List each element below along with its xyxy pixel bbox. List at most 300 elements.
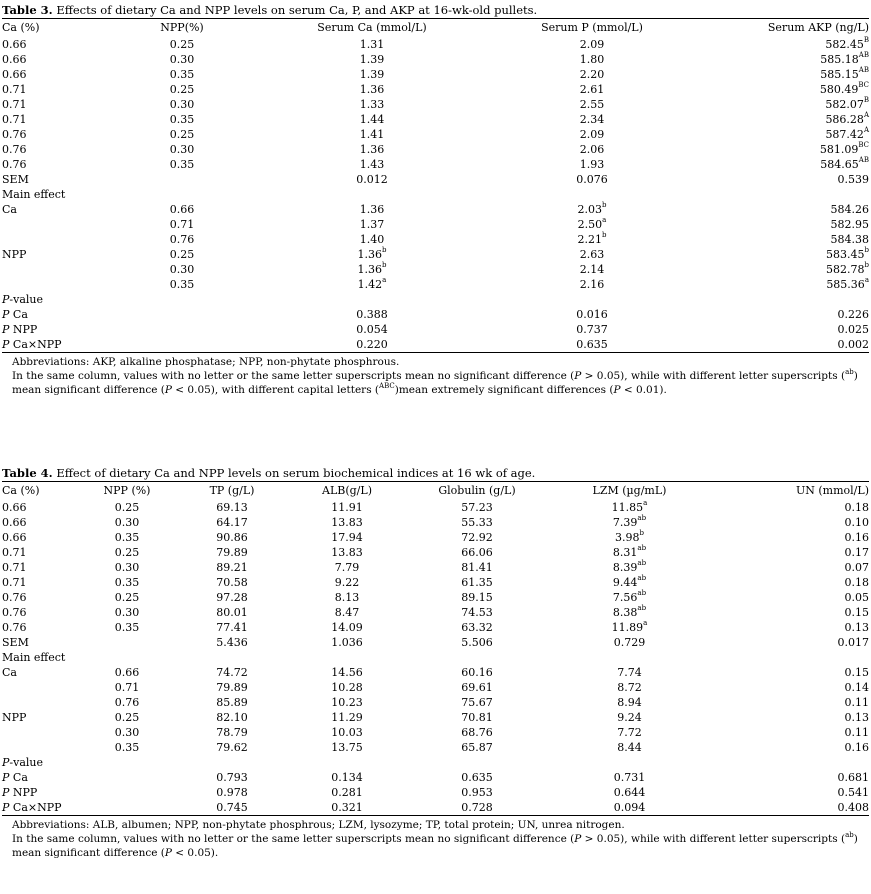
empty-cell xyxy=(82,785,172,800)
alb-cell: 14.09 xyxy=(331,621,363,634)
effect-factor-cell xyxy=(2,725,82,740)
npp-level-cell: 0.25 xyxy=(114,591,140,604)
alb-cell: 8.13 xyxy=(334,591,360,604)
table-row xyxy=(2,37,869,52)
sem-globulin-cell: 5.506 xyxy=(461,636,493,649)
npp-level-cell: 0.35 xyxy=(169,68,195,81)
effect-factor-cell xyxy=(2,232,82,247)
serum-akp-cell: $587.42^A$ xyxy=(825,126,869,141)
main-effect-data-row xyxy=(2,710,869,725)
serum-akp-cell: $581.09^{BC}$ xyxy=(819,141,869,156)
sem-row xyxy=(2,172,869,187)
tp-cell: 64.17 xyxy=(216,516,248,529)
un-cell: 0.13 xyxy=(844,621,869,634)
table-4-caption xyxy=(2,465,869,481)
ca-level-cell: 0.66 xyxy=(2,516,27,529)
pvalue-row xyxy=(2,800,869,815)
column-header: Globulin (g/L) xyxy=(438,484,516,497)
table-3-label: Table 3. xyxy=(2,3,53,17)
lzm-cell: 7.72 xyxy=(617,726,642,739)
tp-cell: 90.86 xyxy=(216,531,248,544)
effect-level-cell: 0.25 xyxy=(169,248,195,261)
ca-level-cell: 0.66 xyxy=(2,38,27,51)
column-header: Serum P (mmol/L) xyxy=(541,21,643,34)
column-header: Serum AKP (ng/L) xyxy=(767,21,869,34)
npp-level-cell: 0.35 xyxy=(169,158,195,171)
tp-cell: 79.89 xyxy=(216,546,248,559)
column-header: LZM (µg/mL) xyxy=(592,484,667,497)
serum-p-cell: 2.20 xyxy=(579,68,605,81)
table-row xyxy=(2,52,869,67)
serum-p-cell: 2.34 xyxy=(579,113,605,126)
alb-cell: 10.28 xyxy=(331,681,363,694)
lzm-cell: 7.56$^{ab}$ xyxy=(612,589,647,604)
effect-level-cell: 0.76 xyxy=(169,233,195,246)
main-effect-data-row xyxy=(2,247,869,262)
table-row xyxy=(2,142,869,157)
alb-cell: 14.56 xyxy=(331,666,363,679)
npp-level-cell: 0.25 xyxy=(169,38,195,51)
table-row xyxy=(2,112,869,127)
serum-akp-cell: 582.95 xyxy=(830,218,869,231)
effect-level-cell: 0.71 xyxy=(114,681,140,694)
serum-p-cell: 2.14 xyxy=(579,263,605,276)
table-4 xyxy=(2,465,869,860)
npp-level-cell: 0.35 xyxy=(169,113,195,126)
npp-level-cell: 0.35 xyxy=(114,531,140,544)
globulin-cell: 81.41 xyxy=(461,561,493,574)
serum-p-cell: 2.06 xyxy=(579,143,605,156)
effect-level-cell: 0.30 xyxy=(114,726,140,739)
tp-cell: 74.72 xyxy=(216,666,248,679)
serum-ca-cell: 1.37 xyxy=(359,218,385,231)
effect-factor-cell xyxy=(2,262,82,277)
main-effect-row-label: Main effect xyxy=(2,651,66,664)
pvalue-row xyxy=(2,337,869,352)
alb-cell: 10.23 xyxy=(331,696,363,709)
pvalue-ca-cell: 0.388 xyxy=(356,308,388,321)
tp-cell: 69.13 xyxy=(216,501,248,514)
tp-cell: 89.21 xyxy=(216,561,248,574)
column-header: Ca (%) xyxy=(2,484,40,497)
un-cell: 0.15 xyxy=(844,666,869,679)
ca-level-cell: 0.71 xyxy=(2,83,27,96)
main-effect-data-row xyxy=(2,277,869,292)
main-effect-row xyxy=(2,650,869,665)
effect-factor-cell xyxy=(2,740,82,755)
pvalue-akp-cell: 0.025 xyxy=(837,323,869,336)
globulin-cell: 89.15 xyxy=(461,591,493,604)
ca-level-cell: 0.76 xyxy=(2,606,27,619)
main-effect-data-row xyxy=(2,262,869,277)
serum-p-cell: 1.80 xyxy=(579,53,605,66)
pvalue-alb-cell: 0.134 xyxy=(331,771,363,784)
effect-level-cell: 0.30 xyxy=(169,263,195,276)
serum-ca-cell: 1.33 xyxy=(359,98,385,111)
alb-cell: 13.75 xyxy=(331,741,363,754)
empty-cell xyxy=(82,307,282,322)
table-row xyxy=(2,575,869,590)
tp-cell: 78.79 xyxy=(216,726,248,739)
globulin-cell: 66.06 xyxy=(461,546,493,559)
alb-cell: 13.83 xyxy=(331,516,363,529)
serum-akp-cell: $586.28^A$ xyxy=(825,111,869,126)
table-row xyxy=(2,500,869,515)
alb-cell: 8.47 xyxy=(334,606,360,619)
table-4-significance-note: In the same column, values with no letter or the same letter superscripts mean no significant difference (P > 0.05), while with different letter superscripts ($^{ab}$) mean significant difference (P < 0.05). xyxy=(12,830,858,859)
pvalue-alb-cell: 0.321 xyxy=(331,801,363,814)
pvalue-tp-cell: 0.978 xyxy=(216,786,248,799)
table-row xyxy=(2,545,869,560)
serum-p-cell: 1.93 xyxy=(579,158,605,171)
serum-akp-cell: 584.38 xyxy=(830,233,869,246)
lzm-cell: 7.74 xyxy=(617,666,642,679)
effect-level-cell: 0.25 xyxy=(114,711,140,724)
table-row xyxy=(2,560,869,575)
tp-cell: 70.58 xyxy=(216,576,248,589)
main-effect-data-row xyxy=(2,217,869,232)
serum-p-cell: 2.16 xyxy=(579,278,605,291)
main-effect-row xyxy=(2,187,869,202)
table-3 xyxy=(2,2,869,397)
npp-level-cell: 0.35 xyxy=(114,621,140,634)
serum-p-cell: 2.09 xyxy=(579,38,605,51)
ca-level-cell: 0.76 xyxy=(2,591,27,604)
alb-cell: 17.94 xyxy=(331,531,363,544)
sem-label: SEM xyxy=(2,636,29,649)
lzm-cell: 8.38$^{ab}$ xyxy=(612,604,647,619)
serum-ca-cell: 1.36$^b$ xyxy=(357,261,387,276)
tp-cell: 79.89 xyxy=(216,681,248,694)
main-effect-data-row xyxy=(2,695,869,710)
un-cell: 0.18 xyxy=(844,501,869,514)
npp-level-cell: 0.25 xyxy=(114,546,140,559)
npp-level-cell: 0.30 xyxy=(114,516,140,529)
serum-p-cell: 2.50$^a$ xyxy=(577,216,607,231)
pvalue-section-row xyxy=(2,755,869,770)
column-header: Serum Ca (mmol/L) xyxy=(317,21,427,34)
pvalue-ca-cell: 0.054 xyxy=(356,323,388,336)
serum-p-cell: 2.63 xyxy=(579,248,605,261)
table-3-abbreviations: Abbreviations: AKP, alkaline phosphatase; NPP, non-phytate phosphrous. xyxy=(12,356,400,368)
alb-cell: 9.22 xyxy=(334,576,360,589)
alb-cell: 11.91 xyxy=(331,501,363,514)
table-row xyxy=(2,620,869,635)
empty-cell xyxy=(82,635,172,650)
column-header: NPP (%) xyxy=(103,484,151,497)
serum-ca-cell: 1.43 xyxy=(359,158,385,171)
sem-ca-cell: 0.012 xyxy=(356,173,388,186)
pvalue-akp-cell: 0.226 xyxy=(837,308,869,321)
column-header: ALB(g/L) xyxy=(322,484,372,497)
effect-factor-cell: NPP xyxy=(2,711,27,724)
sem-un-cell: 0.017 xyxy=(837,636,869,649)
lzm-cell: 9.24 xyxy=(617,711,642,724)
effect-factor-cell xyxy=(2,680,82,695)
serum-akp-cell: $584.65^{AB}$ xyxy=(820,156,869,171)
ca-level-cell: 0.66 xyxy=(2,501,27,514)
lzm-cell: 8.94 xyxy=(617,696,642,709)
table-3-grid xyxy=(2,19,869,352)
table-row xyxy=(2,605,869,620)
un-cell: 0.11 xyxy=(844,726,869,739)
serum-ca-cell: 1.36 xyxy=(359,83,385,96)
empty-cell xyxy=(82,770,172,785)
pvalue-row xyxy=(2,770,869,785)
tp-cell: 77.41 xyxy=(216,621,248,634)
lzm-cell: 8.31$^{ab}$ xyxy=(612,544,647,559)
alb-cell: 10.03 xyxy=(331,726,363,739)
serum-ca-cell: 1.39 xyxy=(359,53,385,66)
pvalue-globulin-cell: 0.953 xyxy=(461,786,493,799)
un-cell: 0.13 xyxy=(844,711,869,724)
effect-level-cell: 0.76 xyxy=(114,696,140,709)
table-row xyxy=(2,67,869,82)
sem-alb-cell: 1.036 xyxy=(331,636,363,649)
pvalue-globulin-cell: 0.635 xyxy=(461,771,493,784)
un-cell: 0.07 xyxy=(844,561,869,574)
column-header: UN (mmol/L) xyxy=(796,484,869,497)
column-header: NPP(%) xyxy=(160,21,204,34)
lzm-cell: 8.39$^{ab}$ xyxy=(612,559,647,574)
pvalue-lzm-cell: 0.644 xyxy=(613,786,646,799)
table-row xyxy=(2,157,869,172)
serum-akp-cell: 585.36$^a$ xyxy=(826,276,869,291)
serum-ca-cell: 1.31 xyxy=(359,38,385,51)
serum-ca-cell: 1.36$^b$ xyxy=(357,246,387,261)
alb-cell: 7.79 xyxy=(334,561,360,574)
main-effect-data-row xyxy=(2,725,869,740)
table-row xyxy=(2,127,869,142)
serum-ca-cell: 1.40 xyxy=(359,233,385,246)
pvalue-un-cell: 0.408 xyxy=(837,801,869,814)
table-row xyxy=(2,97,869,112)
table-row xyxy=(2,515,869,530)
serum-ca-cell: 1.44 xyxy=(359,113,385,126)
pvalue-section-label: P-value xyxy=(2,293,44,306)
globulin-cell: 61.35 xyxy=(461,576,493,589)
globulin-cell: 65.87 xyxy=(461,741,493,754)
pvalue-row-label: P Ca xyxy=(2,771,28,784)
npp-level-cell: 0.30 xyxy=(169,143,195,156)
un-cell: 0.11 xyxy=(844,696,869,709)
pvalue-section-row xyxy=(2,292,869,307)
column-header: TP (g/L) xyxy=(209,484,255,497)
main-effect-data-row xyxy=(2,680,869,695)
pvalue-tp-cell: 0.745 xyxy=(216,801,248,814)
main-effect-data-row xyxy=(2,202,869,217)
serum-akp-cell: $582.45^B$ xyxy=(825,36,869,51)
un-cell: 0.15 xyxy=(844,606,869,619)
pvalue-alb-cell: 0.281 xyxy=(331,786,363,799)
pvalue-row xyxy=(2,785,869,800)
table-4-grid xyxy=(2,482,869,815)
pvalue-p-cell: 0.635 xyxy=(576,338,608,351)
empty-cell xyxy=(82,172,282,187)
serum-akp-cell: 582.78$^b$ xyxy=(826,261,869,276)
lzm-cell: 8.44 xyxy=(617,741,642,754)
sem-tp-cell: 5.436 xyxy=(216,636,248,649)
ca-level-cell: 0.66 xyxy=(2,68,27,81)
un-cell: 0.17 xyxy=(844,546,869,559)
effect-level-cell: 0.35 xyxy=(169,278,195,291)
effect-level-cell: 0.66 xyxy=(169,203,195,216)
serum-ca-cell: 1.36 xyxy=(359,203,385,216)
table-3-caption-text: Effects of dietary Ca and NPP levels on serum Ca, P, and AKP at 16-wk-old pullets. xyxy=(56,3,538,17)
globulin-cell: 68.76 xyxy=(461,726,493,739)
tp-cell: 85.89 xyxy=(216,696,248,709)
npp-level-cell: 0.30 xyxy=(114,561,140,574)
npp-level-cell: 0.25 xyxy=(169,128,195,141)
table-3-header-row xyxy=(2,19,869,37)
npp-level-cell: 0.25 xyxy=(169,83,195,96)
pvalue-globulin-cell: 0.728 xyxy=(461,801,493,814)
un-cell: 0.05 xyxy=(844,591,869,604)
table-row xyxy=(2,530,869,545)
globulin-cell: 55.33 xyxy=(461,516,493,529)
globulin-cell: 74.53 xyxy=(461,606,493,619)
table-4-header-row xyxy=(2,482,869,500)
ca-level-cell: 0.76 xyxy=(2,621,27,634)
serum-akp-cell: 584.26 xyxy=(830,203,869,216)
table-4-caption-text: Effect of dietary Ca and NPP levels on serum biochemical indices at 16 wk of age. xyxy=(56,466,536,480)
globulin-cell: 72.92 xyxy=(461,531,493,544)
npp-level-cell: 0.30 xyxy=(169,53,195,66)
un-cell: 0.16 xyxy=(844,531,869,544)
main-effect-data-row xyxy=(2,665,869,680)
table-4-label: Table 4. xyxy=(2,466,53,480)
ca-level-cell: 0.71 xyxy=(2,546,27,559)
effect-level-cell: 0.35 xyxy=(114,741,140,754)
serum-p-cell: 2.55 xyxy=(579,98,605,111)
pvalue-p-cell: 0.737 xyxy=(576,323,608,336)
tp-cell: 79.62 xyxy=(216,741,248,754)
table-4-bottom-rule xyxy=(2,815,869,816)
serum-ca-cell: 1.36 xyxy=(359,143,385,156)
lzm-cell: 11.85$^a$ xyxy=(611,499,648,514)
serum-ca-cell: 1.41 xyxy=(359,128,385,141)
pvalue-p-cell: 0.016 xyxy=(576,308,608,321)
ca-level-cell: 0.66 xyxy=(2,531,27,544)
un-cell: 0.18 xyxy=(844,576,869,589)
table-row xyxy=(2,590,869,605)
main-effect-data-row xyxy=(2,740,869,755)
globulin-cell: 63.32 xyxy=(461,621,493,634)
serum-ca-cell: 1.42$^a$ xyxy=(357,276,387,291)
serum-p-cell: 2.21$^b$ xyxy=(577,231,607,246)
effect-factor-cell: Ca xyxy=(2,203,17,216)
ca-level-cell: 0.71 xyxy=(2,576,27,589)
globulin-cell: 60.16 xyxy=(461,666,493,679)
column-header: Ca (%) xyxy=(2,21,40,34)
tp-cell: 97.28 xyxy=(216,591,248,604)
serum-ca-cell: 1.39 xyxy=(359,68,385,81)
table-3-footnotes xyxy=(2,355,869,397)
main-effect-data-row xyxy=(2,232,869,247)
pvalue-lzm-cell: 0.094 xyxy=(613,801,646,814)
npp-level-cell: 0.35 xyxy=(114,576,140,589)
tp-cell: 82.10 xyxy=(216,711,248,724)
sem-p-cell: 0.076 xyxy=(576,173,608,186)
un-cell: 0.10 xyxy=(844,516,869,529)
pvalue-row xyxy=(2,307,869,322)
pvalue-row-label: P Ca xyxy=(2,308,28,321)
serum-p-cell: 2.61 xyxy=(579,83,605,96)
pvalue-row xyxy=(2,322,869,337)
alb-cell: 13.83 xyxy=(331,546,363,559)
globulin-cell: 57.23 xyxy=(461,501,493,514)
effect-factor-cell xyxy=(2,217,82,232)
lzm-cell: 8.72 xyxy=(617,681,642,694)
pvalue-akp-cell: 0.002 xyxy=(837,338,869,351)
effect-level-cell: 0.66 xyxy=(114,666,140,679)
effect-factor-cell xyxy=(2,695,82,710)
ca-level-cell: 0.71 xyxy=(2,561,27,574)
table-4-footnotes xyxy=(2,818,869,860)
main-effect-row-label: Main effect xyxy=(2,188,66,201)
serum-p-cell: 2.03$^b$ xyxy=(577,201,607,216)
pvalue-row-label: P Ca×NPP xyxy=(2,801,62,814)
npp-level-cell: 0.30 xyxy=(114,606,140,619)
tp-cell: 80.01 xyxy=(216,606,248,619)
un-cell: 0.14 xyxy=(844,681,869,694)
effect-level-cell: 0.71 xyxy=(169,218,195,231)
pvalue-un-cell: 0.541 xyxy=(837,786,869,799)
effect-factor-cell: Ca xyxy=(2,666,17,679)
sem-akp-cell: 0.539 xyxy=(837,173,869,186)
sem-label: SEM xyxy=(2,173,29,186)
serum-akp-cell: 583.45$^b$ xyxy=(826,246,869,261)
empty-cell xyxy=(82,337,282,352)
serum-akp-cell: $585.18^{AB}$ xyxy=(820,51,869,66)
globulin-cell: 70.81 xyxy=(461,711,493,724)
npp-level-cell: 0.25 xyxy=(114,501,140,514)
empty-cell xyxy=(82,800,172,815)
table-3-significance-note: In the same column, values with no letter or the same letter superscripts mean no significant difference (P > 0.05), while with different letter superscripts ($^{ab}$) mean significant difference (P < 0.05), with different capital letters ($^{ABC}$)mean extremely significant differences (P < 0.01). xyxy=(12,367,858,396)
serum-akp-cell: $580.49^{BC}$ xyxy=(819,81,869,96)
pvalue-row-label: P Ca×NPP xyxy=(2,338,62,351)
globulin-cell: 75.67 xyxy=(461,696,493,709)
table-3-caption xyxy=(2,2,869,18)
pvalue-un-cell: 0.681 xyxy=(837,771,869,784)
pvalue-tp-cell: 0.793 xyxy=(216,771,248,784)
lzm-cell: 11.89$^a$ xyxy=(611,619,648,634)
serum-akp-cell: $582.07^B$ xyxy=(825,96,869,111)
globulin-cell: 69.61 xyxy=(461,681,493,694)
pvalue-row-label: P NPP xyxy=(2,786,38,799)
pvalue-lzm-cell: 0.731 xyxy=(613,771,646,784)
table-3-bottom-rule xyxy=(2,352,869,353)
serum-akp-cell: $585.15^{AB}$ xyxy=(820,66,869,81)
alb-cell: 11.29 xyxy=(331,711,363,724)
pvalue-row-label: P NPP xyxy=(2,323,38,336)
empty-cell xyxy=(82,322,282,337)
effect-factor-cell: NPP xyxy=(2,248,27,261)
lzm-cell: 7.39$^{ab}$ xyxy=(612,514,647,529)
ca-level-cell: 0.71 xyxy=(2,98,27,111)
ca-level-cell: 0.71 xyxy=(2,113,27,126)
pvalue-section-label: P-value xyxy=(2,756,44,769)
sem-row xyxy=(2,635,869,650)
lzm-cell: 9.44$^{ab}$ xyxy=(612,574,647,589)
ca-level-cell: 0.66 xyxy=(2,53,27,66)
serum-p-cell: 2.09 xyxy=(579,128,605,141)
table-row xyxy=(2,82,869,97)
ca-level-cell: 0.76 xyxy=(2,158,27,171)
effect-factor-cell xyxy=(2,277,82,292)
sem-lzm-cell: 0.729 xyxy=(613,636,646,649)
un-cell: 0.16 xyxy=(844,741,869,754)
